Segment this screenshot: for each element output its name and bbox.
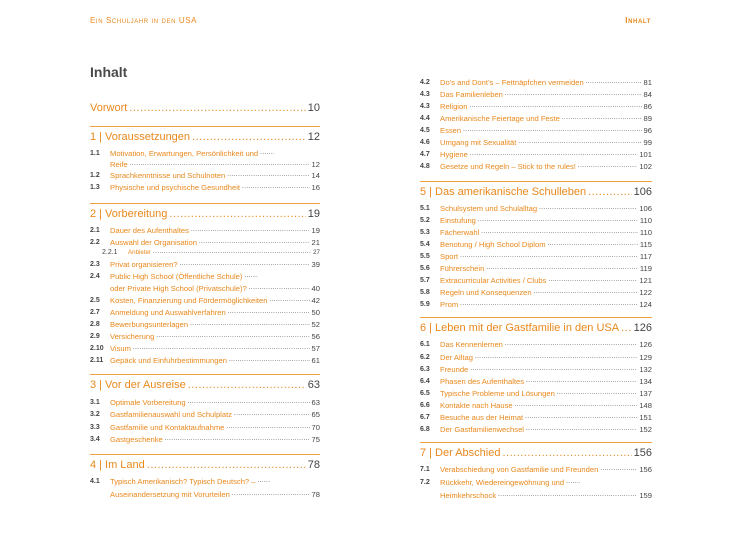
leader-dots <box>257 475 271 486</box>
toc-item[interactable] <box>90 281 320 293</box>
item-number: 4.4 <box>420 115 430 122</box>
toc-section-4[interactable] <box>90 454 320 473</box>
item-title: Schulsystem und Schulalltag <box>440 204 538 213</box>
leader-dots <box>475 351 637 362</box>
section-page: 156 <box>633 447 652 459</box>
item-title: Motivation, Erwartungen, Persönlichkeit und <box>110 149 259 158</box>
toc-section-2[interactable] <box>90 203 320 222</box>
toc-item[interactable] <box>420 386 652 398</box>
toc-item[interactable] <box>420 261 652 273</box>
toc-item[interactable] <box>420 337 652 349</box>
item-title: Auswahl der Organisation <box>110 238 197 247</box>
item-number: 6.7 <box>420 414 430 421</box>
leader-dots <box>249 282 310 293</box>
section-page: 78 <box>307 459 320 471</box>
item-number: 4.8 <box>420 163 430 170</box>
item-number: 4.2 <box>420 79 430 86</box>
item-page: 40 <box>311 284 320 293</box>
toc-item[interactable] <box>420 225 652 237</box>
toc-item[interactable] <box>90 487 320 499</box>
item-title: Gastgeschenke <box>110 435 163 444</box>
item-number: 2.2.1 <box>102 249 118 256</box>
item-title: Besuche aus der Heimat <box>440 413 524 422</box>
item-title: Essen <box>440 126 462 135</box>
section-number: 4 | <box>90 459 103 471</box>
toc-section-6[interactable] <box>420 317 652 336</box>
item-page: 96 <box>643 126 652 135</box>
toc-section-7[interactable] <box>420 442 652 461</box>
leader-dots <box>505 338 637 349</box>
item-page: 101 <box>639 150 652 159</box>
toc-item[interactable] <box>420 350 652 362</box>
item-page: 21 <box>311 238 320 247</box>
item-title: Der Alltag <box>440 353 473 362</box>
toc-item[interactable] <box>90 305 320 317</box>
leader-dots <box>505 88 642 99</box>
toc-item[interactable] <box>90 247 320 257</box>
leader-dots <box>498 489 637 500</box>
item-page: 117 <box>639 252 652 261</box>
section-title: Vorbereitung <box>105 208 168 220</box>
item-number: 6.4 <box>420 378 430 385</box>
toc-item[interactable] <box>420 159 652 171</box>
leader-dots <box>534 286 638 297</box>
item-page: 115 <box>639 240 652 249</box>
item-title: Privat organisieren? <box>110 260 178 269</box>
leader-dots <box>548 238 638 249</box>
section-page: 106 <box>633 186 652 198</box>
item-page: 119 <box>639 264 652 273</box>
toc-item[interactable] <box>420 111 652 123</box>
item-number: 5.7 <box>420 277 430 284</box>
item-title: Physische und psychische Gesundheit <box>110 183 241 192</box>
leader-dots <box>478 214 638 225</box>
section-page: 10 <box>307 102 320 114</box>
item-title: Religion <box>440 102 468 111</box>
leader-dots <box>525 411 637 422</box>
item-title: Das Kennenlernen <box>440 340 503 349</box>
item-page: 132 <box>639 365 652 374</box>
toc-item[interactable] <box>90 269 320 281</box>
item-number: 5.8 <box>420 289 430 296</box>
item-title: Der Gastfamilienwechsel <box>440 425 524 434</box>
item-page: 159 <box>639 491 652 500</box>
item-page: 126 <box>639 340 652 349</box>
item-title: Auseinandersetzung mit Vorurteilen <box>110 490 230 499</box>
item-page: 129 <box>639 353 652 362</box>
section-title: Vor der Ausreise <box>105 379 186 391</box>
item-number: 4.6 <box>420 139 430 146</box>
leader-dots <box>133 342 310 353</box>
toc-item[interactable] <box>90 223 320 235</box>
toc-item[interactable] <box>420 285 652 297</box>
item-page: 148 <box>639 401 652 410</box>
toc-section-3[interactable] <box>90 374 320 393</box>
leader-dots <box>566 476 580 487</box>
toc-item[interactable] <box>90 257 320 269</box>
item-title: Gesetze und Regeln – Stick to the rules! <box>440 162 576 171</box>
item-page: 65 <box>311 410 320 419</box>
item-page: 84 <box>643 90 652 99</box>
item-number: 4.3 <box>420 91 430 98</box>
item-title: Prom <box>440 300 459 309</box>
item-number: 1.2 <box>90 172 100 179</box>
leader-dots <box>526 423 637 434</box>
item-page: 75 <box>311 435 320 444</box>
leader-dots <box>234 408 310 419</box>
item-number: 2.9 <box>90 333 100 340</box>
item-title: Typische Probleme und Lösungen <box>440 389 555 398</box>
leader-dots <box>229 354 310 365</box>
toc-item[interactable] <box>90 235 320 247</box>
item-number: 6.6 <box>420 402 430 409</box>
item-number: 5.3 <box>420 229 430 236</box>
item-title: Hygiene <box>440 150 468 159</box>
toc-item[interactable] <box>420 75 652 87</box>
item-title: Heimkehrschock <box>440 491 497 500</box>
toc-item[interactable] <box>90 407 320 419</box>
toc-item[interactable] <box>90 474 320 486</box>
leader-dots <box>562 112 642 123</box>
leader-dots <box>460 250 638 261</box>
page-title: Inhalt <box>90 64 128 80</box>
toc-item[interactable] <box>420 398 652 410</box>
item-page: 106 <box>639 204 652 213</box>
item-page: 86 <box>643 102 652 111</box>
item-title: Typisch Amerikanisch? Typisch Deutsch? – <box>110 477 256 486</box>
item-page: 70 <box>311 423 320 432</box>
leader-dots <box>518 136 641 147</box>
item-number: 2.7 <box>90 309 100 316</box>
item-number: 2.1 <box>90 227 100 234</box>
toc-item[interactable] <box>420 297 652 309</box>
item-page: 110 <box>639 228 652 237</box>
item-page: 42 <box>311 296 320 305</box>
toc-item[interactable] <box>420 475 652 487</box>
leader-dots <box>463 124 641 135</box>
item-number: 3.1 <box>90 399 100 406</box>
toc-item[interactable] <box>420 374 652 386</box>
leader-dots <box>199 236 310 247</box>
item-number: 4.1 <box>90 478 100 485</box>
item-number: 5.5 <box>420 253 430 260</box>
item-number: 6.8 <box>420 426 430 433</box>
item-number: 6.3 <box>420 366 430 373</box>
item-title: Anbieter <box>128 249 152 256</box>
item-title: Phasen des Aufenthaltes <box>440 377 525 386</box>
toc-section-5[interactable] <box>420 181 652 200</box>
leader-dots <box>470 148 637 159</box>
toc-item[interactable] <box>420 362 652 374</box>
section-page: 63 <box>307 379 320 391</box>
running-header-left: Ein Schuljahr in den USA <box>90 16 198 25</box>
toc-item[interactable] <box>90 293 320 305</box>
leader-dots <box>515 399 638 410</box>
item-title: Visum <box>110 344 131 353</box>
item-title: Sprachkenntnisse und Schulnoten <box>110 171 226 180</box>
item-page: 152 <box>639 425 652 434</box>
toc-item[interactable] <box>420 237 652 249</box>
section-title: Im Land <box>105 459 145 471</box>
item-page: 102 <box>639 162 652 171</box>
item-number: 3.3 <box>90 424 100 431</box>
item-page: 81 <box>643 78 652 87</box>
item-page: 50 <box>311 308 320 317</box>
leader-dots <box>153 247 311 257</box>
toc-entry-vorwort[interactable] <box>90 98 320 116</box>
toc-item[interactable] <box>420 273 652 285</box>
section-page: 12 <box>307 131 320 143</box>
item-number: 2.8 <box>90 321 100 328</box>
toc-item[interactable] <box>90 432 320 444</box>
item-page: 151 <box>639 413 652 422</box>
item-page: 12 <box>311 160 320 169</box>
item-number: 7.1 <box>420 466 430 473</box>
leader-dots <box>191 224 310 235</box>
item-title: Kontakte nach Hause <box>440 401 513 410</box>
leader-dots <box>470 363 637 374</box>
item-title: Public High School (Öffentliche Schule) <box>110 272 243 281</box>
item-number: 4.5 <box>420 127 430 134</box>
item-title: Reife <box>110 160 128 169</box>
item-number: 3.4 <box>90 436 100 443</box>
item-number: 5.6 <box>420 265 430 272</box>
section-number: 2 | <box>90 208 103 220</box>
toc-item[interactable] <box>90 420 320 432</box>
toc-item[interactable] <box>420 462 652 474</box>
item-title: Einstufung <box>440 216 476 225</box>
item-title: Gastfamilie und Kontaktaufnahme <box>110 423 225 432</box>
item-number: 2.10 <box>90 345 104 352</box>
item-title: Gepäck und Einfuhrbestimmungen <box>110 356 227 365</box>
leader-dots <box>242 181 310 192</box>
item-page: 14 <box>311 171 320 180</box>
item-title: Gastfamilienauswahl und Schulplatz <box>110 410 232 419</box>
item-title: Führerschein <box>440 264 485 273</box>
section-number: 1 | <box>90 131 103 143</box>
toc-item[interactable] <box>90 317 320 329</box>
toc-item[interactable] <box>420 123 652 135</box>
section-page: 126 <box>633 322 652 334</box>
leader-dots <box>232 488 310 499</box>
item-title: Sport <box>440 252 459 261</box>
item-page: 27 <box>313 249 320 256</box>
item-title: Versicherung <box>110 332 155 341</box>
leader-dots <box>226 421 309 432</box>
leader-dots <box>557 387 638 398</box>
item-title: oder Private High School (Privatschule)? <box>110 284 247 293</box>
running-header-right: Inhalt <box>625 16 651 25</box>
item-title: Umgang mit Sexualität <box>440 138 517 147</box>
toc-item[interactable] <box>420 135 652 147</box>
leader-dots <box>539 202 637 213</box>
item-number: 6.2 <box>420 354 430 361</box>
item-page: 156 <box>639 465 652 474</box>
toc-item[interactable] <box>90 341 320 353</box>
toc-item[interactable] <box>420 488 652 500</box>
section-title: Leben mit der Gastfamilie in den USA <box>435 322 620 334</box>
leader-dots <box>244 270 258 281</box>
leader-dots <box>165 433 310 444</box>
item-number: 2.3 <box>90 261 100 268</box>
leader-dots <box>486 262 638 273</box>
item-number: 5.1 <box>420 205 430 212</box>
item-number: 4.7 <box>420 151 430 158</box>
item-page: 57 <box>311 344 320 353</box>
item-page: 61 <box>311 356 320 365</box>
section-title: Der Abschied <box>435 447 501 459</box>
toc-item[interactable] <box>420 87 652 99</box>
item-number: 5.2 <box>420 217 430 224</box>
item-page: 39 <box>311 260 320 269</box>
item-title: Optimale Vorbereitung <box>110 398 186 407</box>
item-number: 7.2 <box>420 479 430 486</box>
toc-item[interactable] <box>420 422 652 434</box>
toc-item[interactable] <box>420 410 652 422</box>
item-page: 137 <box>639 389 652 398</box>
leader-dots <box>526 375 637 386</box>
leader-dots <box>190 318 309 329</box>
leader-dots <box>481 226 638 237</box>
toc-item[interactable] <box>90 180 320 192</box>
item-page: 52 <box>311 320 320 329</box>
item-title: Fächerwahl <box>440 228 480 237</box>
leader-dots <box>188 396 310 407</box>
toc-item[interactable] <box>420 249 652 261</box>
toc-item[interactable] <box>90 168 320 180</box>
toc-item[interactable] <box>420 201 652 213</box>
item-title: Rückkehr, Wiedereingewöhnung und <box>440 478 565 487</box>
item-page: 99 <box>643 138 652 147</box>
section-number: 3 | <box>90 379 103 391</box>
leader-dots <box>578 160 637 171</box>
item-page: 56 <box>311 332 320 341</box>
item-title: Kosten, Finanzierung und Fördermöglichkeiten <box>110 296 268 305</box>
section-number: 6 | <box>420 322 433 334</box>
leader-dots <box>600 463 637 474</box>
item-number: 5.9 <box>420 301 430 308</box>
item-page: 63 <box>311 398 320 407</box>
section-title: Vorwort <box>90 102 128 114</box>
item-page: 134 <box>639 377 652 386</box>
item-number: 2.11 <box>90 357 104 364</box>
toc-item[interactable] <box>90 329 320 341</box>
item-title: Benotung / High School Diplom <box>440 240 546 249</box>
toc-section-1[interactable] <box>90 126 320 145</box>
item-number: 5.4 <box>420 241 430 248</box>
item-page: 19 <box>311 226 320 235</box>
item-page: 121 <box>639 276 652 285</box>
item-number: 1.1 <box>90 150 100 157</box>
item-page: 89 <box>643 114 652 123</box>
toc-item[interactable] <box>90 395 320 407</box>
item-number: 6.1 <box>420 341 430 348</box>
item-title: Do’s and Dont’s – Fettnäpfchen vermeiden <box>440 78 584 87</box>
leader-dots <box>548 274 637 285</box>
section-page: 19 <box>307 208 320 220</box>
item-number: 2.4 <box>90 273 100 280</box>
item-number: 1.3 <box>90 184 100 191</box>
item-page: 122 <box>639 288 652 297</box>
leader-dots <box>156 330 309 341</box>
item-title: Anmeldung und Auswahlverfahren <box>110 308 226 317</box>
leader-dots <box>269 294 309 305</box>
item-title: Regeln und Konsequenzen <box>440 288 532 297</box>
item-title: Amerikanische Feiertage und Feste <box>440 114 560 123</box>
item-number: 2.5 <box>90 297 100 304</box>
item-title: Freunde <box>440 365 469 374</box>
item-page: 124 <box>639 300 652 309</box>
item-number: 4.3 <box>420 103 430 110</box>
item-number: 3.2 <box>90 411 100 418</box>
section-title: Voraussetzungen <box>105 131 191 143</box>
item-title: Extracurricular Activities / Clubs <box>440 276 547 285</box>
item-title: Dauer des Aufenthaltes <box>110 226 189 235</box>
leader-dots <box>180 258 310 269</box>
toc-item[interactable] <box>90 353 320 365</box>
section-number: 5 | <box>420 186 433 198</box>
item-page: 78 <box>311 490 320 499</box>
item-title: Das Familienleben <box>440 90 503 99</box>
leader-dots <box>469 100 641 111</box>
leader-dots <box>228 306 310 317</box>
toc-item[interactable] <box>420 213 652 225</box>
item-page: 16 <box>311 183 320 192</box>
toc-item[interactable] <box>420 99 652 111</box>
leader-dots <box>227 169 309 180</box>
item-title: Bewerbungsunterlagen <box>110 320 189 329</box>
item-title: Verabschiedung von Gastfamilie und Freunden <box>440 465 599 474</box>
leader-dots <box>586 76 642 87</box>
section-number: 7 | <box>420 447 433 459</box>
toc-item[interactable] <box>420 147 652 159</box>
item-number: 2.2 <box>90 239 100 246</box>
section-title: Das amerikanische Schulleben <box>435 186 587 198</box>
item-page: 110 <box>639 216 652 225</box>
leader-dots <box>460 298 637 309</box>
item-number: 6.5 <box>420 390 430 397</box>
